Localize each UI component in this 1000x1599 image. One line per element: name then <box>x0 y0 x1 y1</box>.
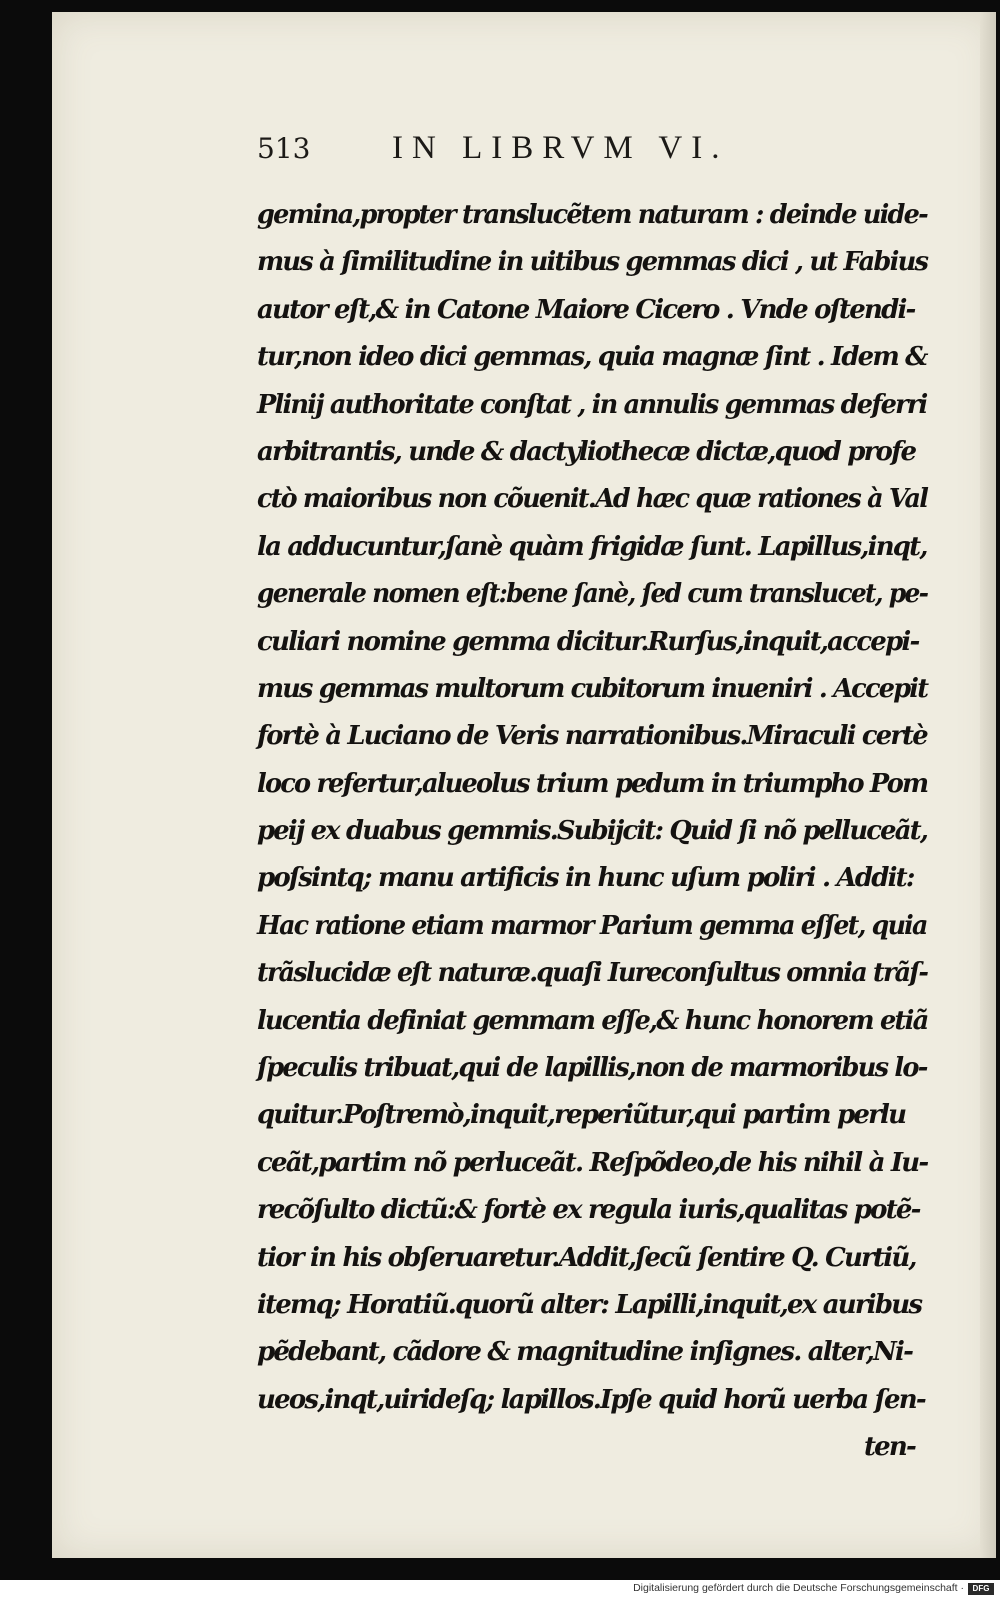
catchword: ten- <box>863 1432 915 1463</box>
text-line: mus gemmas multorum cubitorum inueniri . Accepit <box>257 673 928 704</box>
funding-credit: Digitalisierung gefördert durch die Deutsche Forschungsgemeinschaft · <box>633 1582 964 1594</box>
text-line: Plinij authoritate conſtat , in annulis gemmas deferri <box>257 389 927 420</box>
text-line: ctò maioribus non cõuenit.Ad hæc quæ rationes à Val <box>257 484 928 515</box>
text-line: mus à ſimilitudine in uitibus gemmas dici , ut Fabius <box>257 247 928 278</box>
text-line: arbitrantis, unde & dactyliothecæ dictæ,quod profe <box>257 436 916 467</box>
text-line: recõſulto dictũ:& fortè ex regula iuris,qualitas potẽ- <box>257 1195 920 1226</box>
text-line: la adducuntur,ſanè quàm frigidæ ſunt. Lapillus,inqt, <box>257 531 927 562</box>
text-line: quitur.Poſtremò,inquit,reperiũtur,qui partim perlu <box>257 1100 906 1131</box>
text-line: generale nomen eſt:bene ſanè, ſed cum translucet, pe- <box>257 579 928 610</box>
text-line: gemina,propter translucẽtem naturam : deinde uide- <box>257 200 927 230</box>
text-line: culiari nomine gemma dicitur.Rurſus,inquit,accepi- <box>257 626 919 657</box>
text-line: peij ex duabus gemmis.Subijcit: Quid ſi nõ pelluceãt, <box>257 816 928 847</box>
book-page <box>52 12 996 1558</box>
text-line: fortè à Luciano de Veris narrationibus.Miraculi certè <box>257 721 927 752</box>
dfg-logo-icon: DFG <box>968 1583 994 1595</box>
text-line: tur,non ideo dici gemmas, quia magnæ ſint . Idem & <box>257 342 927 373</box>
text-block <box>257 192 928 1463</box>
text-line: loco refertur,alueolus trium pedum in triumpho Pom <box>257 768 928 799</box>
running-head: IN LIBRVM VI. <box>392 130 729 166</box>
text-line: tior in his obſeruaretur.Addit,ſecũ ſentire Q. Curtiũ, <box>257 1242 916 1273</box>
text-line: itemq; Horatiũ.quorũ alter: Lapilli,inquit,ex auribus <box>257 1289 922 1320</box>
text-line: poſsintq; manu artificis in hunc uſum poliri . Addit: <box>257 863 914 894</box>
text-line: pẽdebant, cãdore & magnitudine inſignes. alter,Ni- <box>257 1337 913 1368</box>
text-line: lucentia definiat gemmam eſſe,& hunc honorem etiã <box>257 1005 928 1036</box>
footer-bar <box>0 1580 1000 1599</box>
text-line: autor eſt,& in Catone Maiore Cicero . Vnde oſtendi- <box>257 294 915 325</box>
text-line: ceãt,partim nõ perluceãt. Reſpõdeo,de his nihil à Iu- <box>257 1147 928 1178</box>
text-line: Hac ratione etiam marmor Parium gemma eſſet, quia <box>257 910 927 941</box>
text-line: ueos,inqt,uirideſq; lapillos.Ipſe quid horũ uerba ſen- <box>257 1384 925 1415</box>
text-line: ſpeculis tribuat,qui de lapillis,non de marmoribus lo- <box>257 1053 927 1084</box>
page-number: 513 <box>257 132 311 165</box>
text-line: trãslucidæ eſt naturæ.quaſi Iureconſultus omnia trãſ- <box>257 958 928 989</box>
page-edge <box>980 12 996 1558</box>
page-header <box>257 130 877 170</box>
